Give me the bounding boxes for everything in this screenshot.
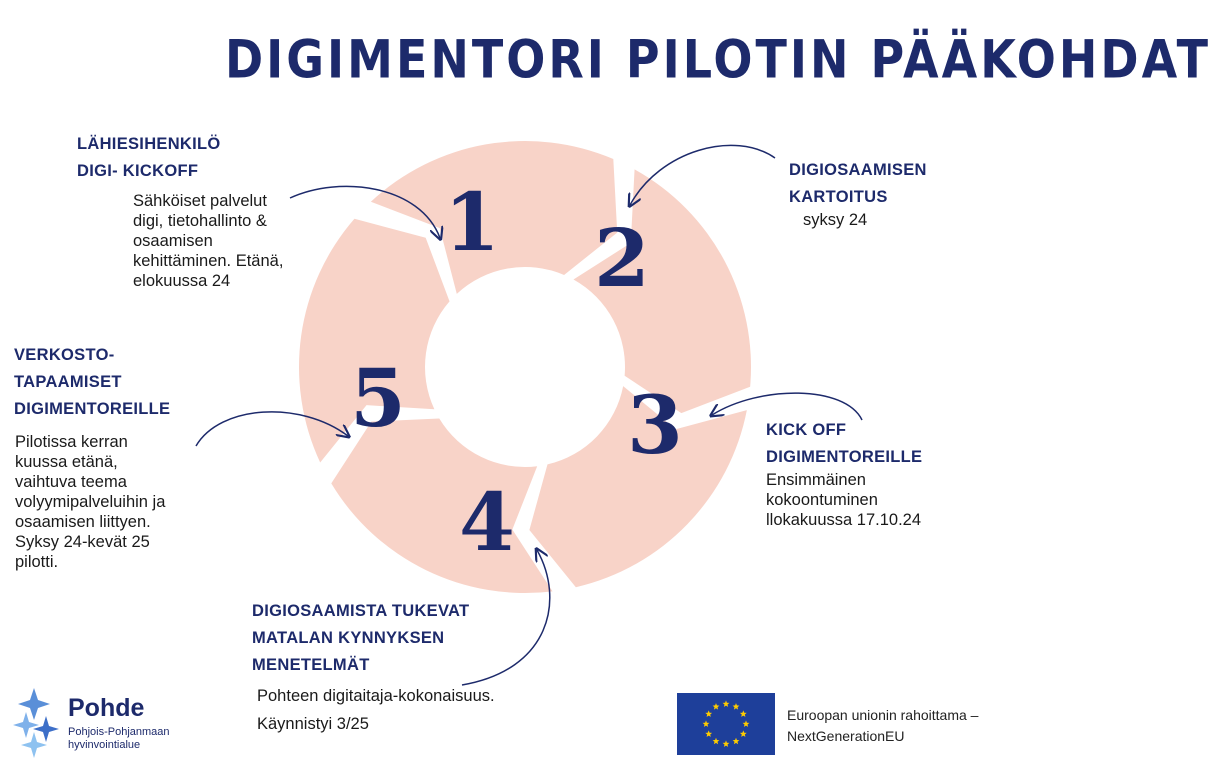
- step-1-heading-line: LÄHIESIHENKILÖ: [77, 135, 221, 153]
- step-2-heading-line: DIGIOSAAMISEN: [789, 161, 927, 179]
- step-2-heading: [789, 157, 927, 211]
- step-1-body-line: Sähköiset palvelut: [133, 192, 267, 210]
- step-1-body-line: kehittäminen. Etänä,: [133, 252, 284, 270]
- step-4-body: [257, 682, 495, 738]
- step-number-5: 5: [350, 351, 406, 445]
- step-5-body-line: Pilotissa kerran: [15, 433, 128, 451]
- eu-star-icon: [713, 703, 720, 710]
- step-3-heading-line: KICK OFF: [766, 421, 847, 439]
- eu-star-icon: [733, 703, 740, 710]
- step-2-body: [803, 210, 867, 230]
- step-5-body-line: Syksy 24-kevät 25: [15, 533, 150, 551]
- step-5-heading: [14, 342, 170, 423]
- eu-funding-text: [787, 705, 978, 747]
- eu-star-icon: [723, 740, 730, 747]
- step-3-heading-line: DIGIMENTOREILLE: [766, 448, 923, 466]
- logo-subtitle-line: Pohjois-Pohjanmaan: [68, 726, 170, 738]
- eu-star-icon: [713, 738, 720, 745]
- eu-star-icon: [733, 738, 740, 745]
- step-1-heading: [77, 131, 221, 185]
- step-5-heading-line: TAPAAMISET: [14, 373, 122, 391]
- eu-star-icon: [705, 730, 712, 737]
- step-5-body: [15, 432, 165, 572]
- page-title: DIGIMENTORI PILOTIN PÄÄKOHDAT: [225, 28, 1211, 91]
- step-4-heading-line: MENETELMÄT: [252, 656, 370, 674]
- eu-flag-icon: [677, 693, 775, 755]
- logo-subtitle-line: hyvinvointialue: [68, 739, 141, 751]
- eu-star-icon: [703, 720, 710, 727]
- step-3-body: [766, 470, 921, 530]
- step-4-heading-line: MATALAN KYNNYKSEN: [252, 629, 445, 647]
- step-5-body-line: vaihtuva teema: [15, 473, 127, 491]
- step-2-heading-line: KARTOITUS: [789, 188, 888, 206]
- eu-star-icon: [740, 730, 747, 737]
- step-4-heading-line: DIGIOSAAMISTA TUKEVAT: [252, 602, 470, 620]
- eu-star-icon: [705, 710, 712, 717]
- eu-star-icon: [723, 700, 730, 707]
- step-4-body-line: Pohteen digitaitaja-kokonaisuus.: [257, 687, 495, 705]
- eu-funding-badge: [677, 693, 1012, 755]
- step-5-body-line: pilotti.: [15, 553, 59, 571]
- pohde-logo: [12, 686, 202, 762]
- eu-funding-line: Euroopan unionin rahoittama –: [787, 707, 979, 723]
- step-5-body-line: osaamisen liittyen.: [15, 513, 151, 531]
- step-number-1: 1: [444, 175, 500, 269]
- step-1-body-line: digi, tietohallinto &: [133, 212, 267, 230]
- eu-star-icon: [743, 720, 750, 727]
- logo-subtitle: [68, 726, 170, 752]
- step-1-body-line: elokuussa 24: [133, 272, 231, 290]
- step-3-body-line: llokakuussa 17.10.24: [766, 511, 922, 529]
- logo-name: Pohde: [68, 694, 145, 722]
- step-number-4: 4: [459, 475, 515, 569]
- eu-star-icon: [740, 710, 747, 717]
- step-1-body-line: osaamisen: [133, 232, 213, 250]
- eu-funding-line: NextGenerationEU: [787, 728, 905, 744]
- step-1-body: [133, 191, 283, 291]
- step-number-3: 3: [627, 378, 683, 472]
- step-number-2: 2: [594, 211, 650, 305]
- step-5-body-line: kuussa etänä,: [15, 453, 118, 471]
- step-5-body-line: volyymipalveluihin ja: [15, 493, 166, 511]
- pohde-star-icon: [12, 686, 64, 762]
- step-1-heading-line: DIGI- KICKOFF: [77, 162, 199, 180]
- step-4-body-line: Käynnistyi 3/25: [257, 715, 369, 733]
- step-3-body-line: Ensimmäinen: [766, 471, 866, 489]
- step-4-heading: [252, 598, 469, 679]
- step-3-body-line: kokoontuminen: [766, 491, 878, 509]
- step-2-body-line: syksy 24: [803, 211, 868, 229]
- step-5-heading-line: VERKOSTO-: [14, 346, 115, 364]
- step-3-heading: [766, 417, 922, 471]
- step-5-heading-line: DIGIMENTOREILLE: [14, 400, 171, 418]
